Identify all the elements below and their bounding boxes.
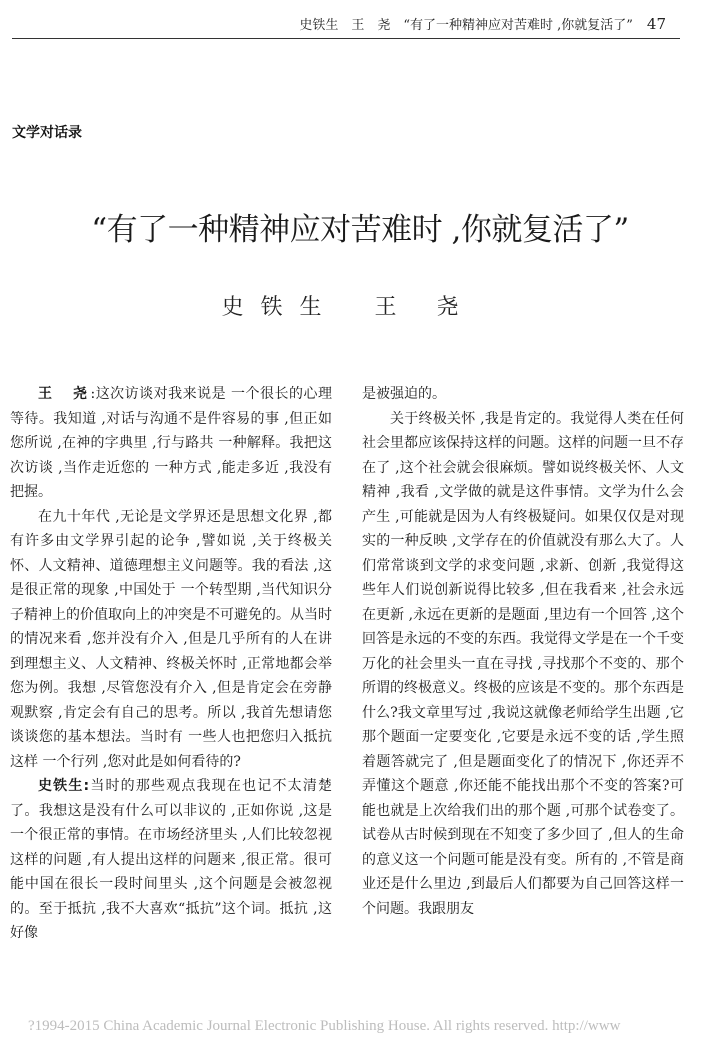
left-column: [10, 382, 332, 1017]
running-title: 史铁生 王 尧 “有了一种精神应对苦难时 ,你就复活了”: [299, 18, 633, 33]
paragraph: [10, 382, 332, 505]
right-column: [362, 382, 684, 1017]
paragraph: 是被强迫的。: [362, 386, 446, 402]
speaker-label: 史铁生:: [38, 778, 90, 794]
paragraph: 在九十年代 ,无论是文学界还是思想文化界 ,都有许多由文学界引起的论争 ,譬如说 ,关于终极关怀、人文精神、道德理想主义问题等。我的看法 ,这是很正常的现象 ,中国处于 一个转型期 ,当代知识分子精神上的价值取向上的冲突是不可避免的。从当时的情况来看 ,您并没有介入 ,但是几乎所有的人在讲到理想主义、人文精神、终极关怀时 ,正常地都会举您为例。我想 ,尽管您没有介入 ,但是肯定会在旁静观默察 ,肯定会有自己的思考。所以 ,我首先想请您谈谈您的基本想法。当时有 一些人也把您归入抵抗这样 一个行列 ,您对此是如何看待的?: [10, 508, 332, 770]
copyright-watermark: ?1994-2015 China Academic Journal Electronic Publishing House. All rights reserved. http://www: [28, 1018, 621, 1034]
header-divider: [12, 38, 680, 39]
author-name: 史铁生: [221, 295, 339, 320]
running-head: [299, 14, 666, 33]
article-title: “有了一种精神应对苦难时 ,你就复活了”: [91, 212, 629, 248]
authors: [0, 290, 720, 321]
page-number: 47: [646, 15, 666, 33]
paragraph: 关于终极关怀 ,我是肯定的。我觉得人类在任何社会里都应该保持这样的问题。这样的问题一旦不存在了 ,这个社会就会很麻烦。譬如说终极关怀、人文精神 ,我看 ,文学做的就是这件事情。文学为什么会产生 ,可能就是因为人有终极疑问。如果仅仅是对现实的一种反映 ,文学存在的价值就没有那么大了。人们常常谈到文学的求变问题 ,求新、创新 ,我觉得这些年人们说创新说得比较多 ,但在我看来 ,社会永远在更新 ,永远在更新的是题面 ,里边有一个回答 ,这个回答是永远的不变的东西。我觉得文学是在一个千变万化的社会里头一直在寻找 ,寻找那个不变的、那个所谓的终极意义。终极的应该是不变的。那个东西是什么?我文章里写过 ,我说这就像老师给学生出题 ,它那个题面一定要变化 ,它要是永远不变的话 ,学生照着题答就完了 ,但是题面变化了的情况下 ,你还弄不弄懂这个题意 ,你还能不能找出那个不变的答案?可能也就是上次给我们出的那个题 ,可那个试卷变了。试卷从古时候到现在不知变了多少回了 ,但人的生命的意义这一个问题可能是没有变。所有的 ,不管是商业还是什么里边 ,到最后人们都要为自己回答这样一个问题。我跟朋友: [362, 410, 684, 917]
section-label: 文学对话录: [12, 125, 82, 141]
speaker-label: 王 尧: [38, 386, 91, 402]
paragraph: [10, 774, 332, 946]
author-name: 王尧: [374, 295, 499, 320]
paragraph-text: :这次访谈对我来说是 一个很长的心理等待。我知道 ,对话与沟通不是件容易的事 ,但正如您所说 ,在神的字典里 ,行与路共 一种解释。我把这次访谈 ,当作走近您的 一种方式 ,能走多近 ,我没有把握。: [10, 386, 332, 500]
paragraph-text: 当时的那些观点我现在也记不太清楚了。我想这是没有什么可以非议的 ,正如你说 ,这是一个很正常的事情。在市场经济里头 ,人们比较忽视这样的问题 ,有人提出这样的问题来 ,很正常。很可能中国在很长一段时间里头 ,这个问题是会被忽视的。至于抵抗 ,我不大喜欢“抵抗”这个词。抵抗 ,这好像: [10, 778, 332, 941]
